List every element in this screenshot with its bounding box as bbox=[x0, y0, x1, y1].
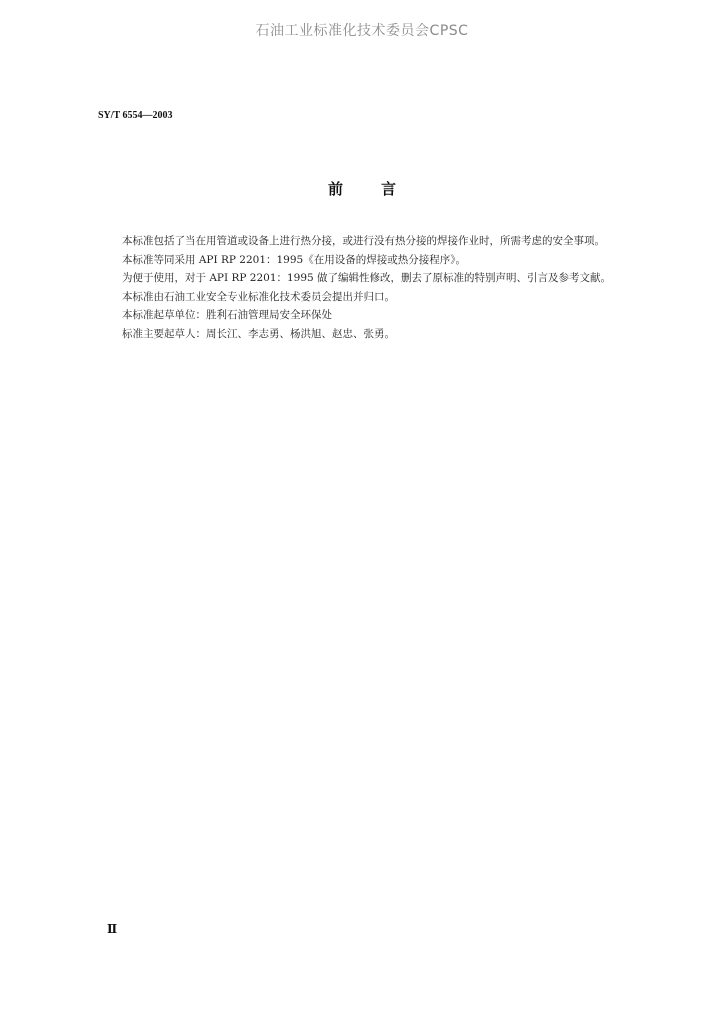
paragraph-drafters: 标准主要起草人：周长江、李志勇、杨洪旭、赵忠、张勇。 bbox=[122, 327, 395, 340]
paragraph-scope: 本标准包括了当在用管道或设备上进行热分接，或进行没有热分接的焊接作业时，所需考虑的安全事项。 bbox=[122, 235, 605, 247]
paragraph-adoption: 本标准等同采用 API RP 2201：1995《在用设备的焊接或热分接程序》。 bbox=[122, 253, 466, 266]
watermark-header: 石油工业标准化技术委员会CPSC bbox=[255, 23, 469, 39]
paragraph-drafting-unit: 本标准起草单位：胜利石油管理局安全环保处 bbox=[122, 309, 332, 321]
paragraph-modifications: 为便于使用，对于 API RP 2201：1995 做了编辑性修改，删去了原标准的特别声明、引言及参考文献。 bbox=[122, 272, 612, 284]
page-number: Ⅱ bbox=[107, 922, 118, 936]
page-title: 前言 bbox=[327, 180, 434, 198]
paragraph-proposer: 本标准由石油工业安全专业标准化技术委员会提出并归口。 bbox=[122, 290, 395, 303]
foreword-body bbox=[98, 232, 631, 343]
standard-code: SY/T 6554—2003 bbox=[98, 110, 173, 121]
